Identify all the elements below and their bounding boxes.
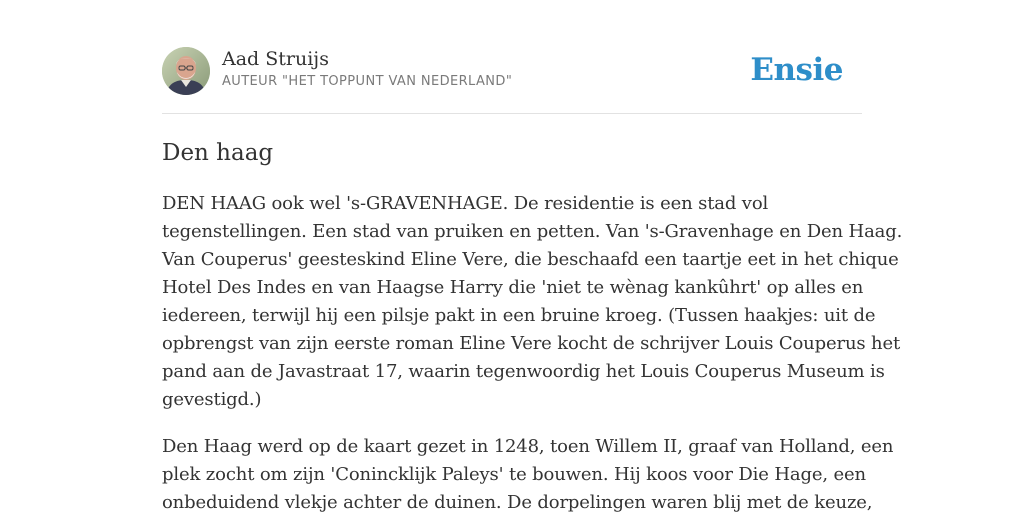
text-line: DEN HAAG ook wel 's-GRAVENHAGE. De residentie is een stad vol — [162, 193, 769, 214]
text-line: Den Haag werd op de kaart gezet in 1248, toen Willem II, graaf van Holland, een — [162, 436, 894, 457]
article-paragraph — [162, 190, 903, 414]
text-line: tegenstellingen. Een stad van pruiken en petten. Van 's-Gravenhage en Den Haag. — [162, 221, 903, 242]
article-title: Den haag — [162, 140, 274, 166]
author-subtitle: AUTEUR "HET TOPPUNT VAN NEDERLAND" — [222, 74, 513, 89]
article-body — [162, 190, 903, 512]
text-line: Van Couperus' geesteskind Eline Vere, die beschaafd een taartje eet in het chique — [162, 249, 899, 270]
ensie-logo[interactable]: Ensie — [750, 52, 843, 88]
text-line: Hotel Des Indes en van Haagse Harry die 'niet te wènag kankûhrt' op alles en — [162, 277, 864, 298]
header-divider — [162, 113, 862, 114]
text-line: onbeduidend vlekje achter de duinen. De dorpelingen waren blij met de keuze, — [162, 492, 873, 512]
article-paragraph — [162, 433, 894, 512]
author-avatar[interactable] — [162, 47, 210, 95]
author-photo-icon — [162, 47, 210, 95]
text-line: gevestigd.) — [162, 389, 262, 410]
text-line: iedereen, terwijl hij een pilsje pakt in een bruine kroeg. (Tussen haakjes: uit de — [162, 305, 876, 326]
author-header — [162, 47, 862, 95]
text-line: plek zocht om zijn 'Conincklijk Paleys' te bouwen. Hij koos voor Die Hage, een — [162, 464, 866, 485]
text-line: pand aan de Javastraat 17, waarin tegenwoordig het Louis Couperus Museum is — [162, 361, 885, 382]
author-name[interactable]: Aad Struijs — [222, 48, 329, 70]
text-line: opbrengst van zijn eerste roman Eline Vere kocht de schrijver Louis Couperus het — [162, 333, 901, 354]
